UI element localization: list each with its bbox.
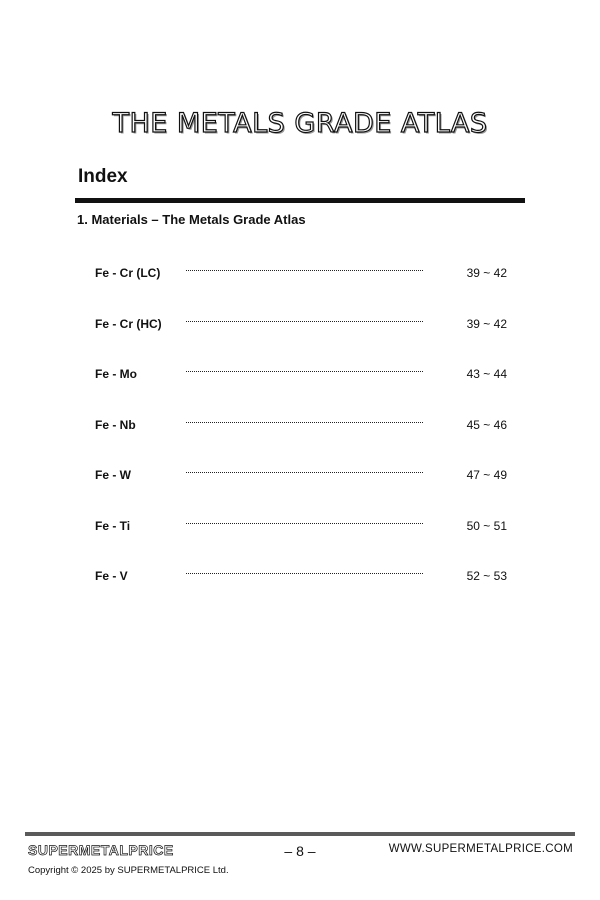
footer-copyright: Copyright © 2025 by SUPERMETALPRICE Ltd. — [28, 865, 229, 876]
table-of-contents — [95, 262, 507, 616]
toc-entry[interactable] — [95, 464, 507, 515]
toc-entry-label: Fe - Cr (HC) — [95, 316, 162, 331]
toc-entry-label: Fe - Nb — [95, 417, 136, 432]
toc-dot-leader — [186, 573, 423, 574]
page-title: THE METALS GRADE ATLAS — [112, 108, 488, 139]
toc-dot-leader — [186, 523, 423, 524]
index-heading: Index — [78, 166, 128, 187]
toc-dot-leader — [186, 371, 423, 372]
toc-entry-pages: 47 ~ 49 — [466, 468, 507, 482]
footer-brand: SUPERMETALPRICE — [28, 842, 174, 858]
toc-entry[interactable] — [95, 515, 507, 566]
toc-entry-pages: 39 ~ 42 — [466, 266, 507, 280]
toc-entry-label: Fe - Cr (LC) — [95, 266, 161, 280]
toc-entry-label: Fe - W — [95, 468, 131, 482]
toc-entry-pages: 45 ~ 46 — [466, 417, 507, 432]
toc-entry-pages: 43 ~ 44 — [466, 367, 507, 381]
footer-website[interactable]: WWW.SUPERMETALPRICE.COM — [388, 843, 573, 855]
toc-entry-pages: 50 ~ 51 — [466, 518, 507, 533]
toc-entry-label: Fe - Mo — [95, 367, 137, 381]
toc-entry[interactable] — [95, 414, 507, 465]
toc-dot-leader — [186, 472, 423, 473]
toc-dot-leader — [186, 270, 423, 271]
toc-dot-leader — [186, 321, 423, 322]
footer-divider — [25, 832, 575, 836]
footer-page-number: – 8 – — [284, 843, 316, 859]
toc-entry-pages: 52 ~ 53 — [466, 569, 507, 583]
toc-dot-leader — [186, 422, 423, 423]
heading-divider — [75, 198, 525, 203]
toc-entry-label: Fe - V — [95, 569, 128, 583]
toc-entry[interactable] — [95, 313, 507, 364]
section-heading: 1. Materials – The Metals Grade Atlas — [77, 212, 306, 227]
toc-entry-label: Fe - Ti — [95, 518, 131, 533]
toc-entry[interactable] — [95, 262, 507, 313]
toc-entry[interactable] — [95, 565, 507, 616]
toc-entry[interactable] — [95, 363, 507, 414]
toc-entry-pages: 39 ~ 42 — [466, 316, 507, 331]
